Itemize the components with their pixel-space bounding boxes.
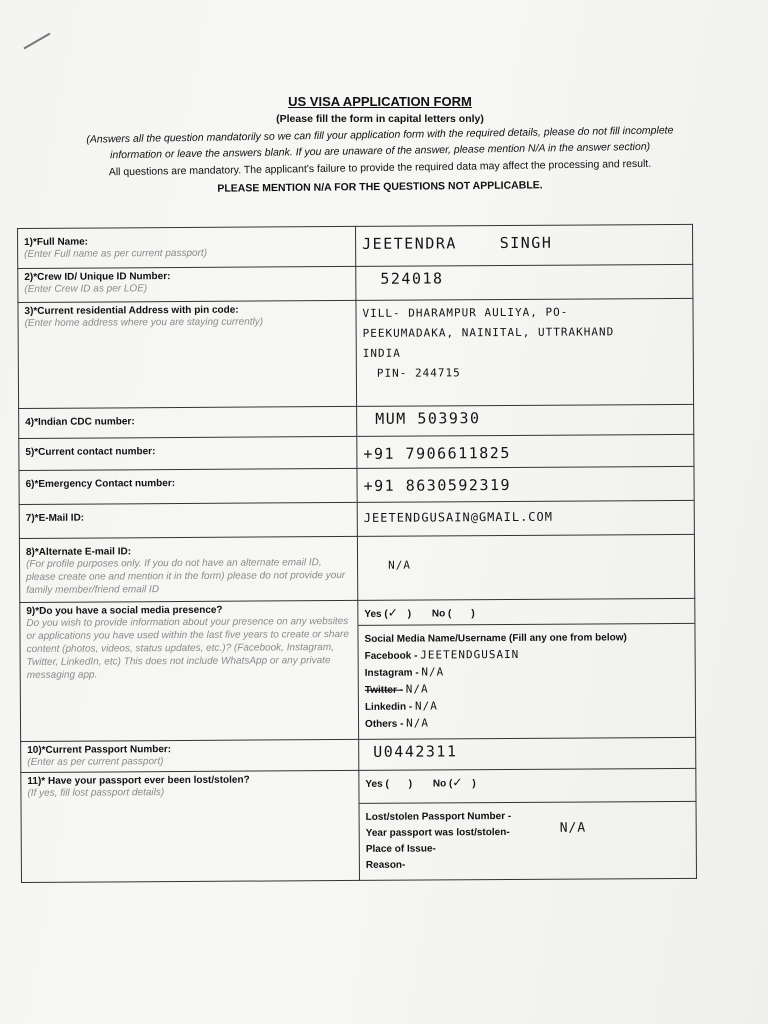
twitter-line[interactable] (365, 680, 689, 699)
question-cell (19, 502, 357, 538)
facebook-label: Facebook - (364, 650, 418, 662)
row-passport (21, 737, 696, 772)
question-label: 8)*Alternate E-mail ID: (25, 546, 132, 558)
answer-text: N/A (388, 558, 411, 572)
question-cell (20, 600, 359, 741)
answer-last-name: SINGH (499, 233, 553, 253)
question-label: 1)*Full Name: (24, 236, 89, 248)
social-detail-header: Social Media Name/Username (Fill any one from below) (364, 632, 627, 645)
row-address (18, 298, 694, 408)
question-cell (18, 300, 357, 408)
instagram-line[interactable] (365, 663, 689, 682)
question-hint: (Enter as per current passport) (27, 756, 164, 768)
yes-close: ) (408, 778, 413, 790)
answer-emergency[interactable] (357, 466, 694, 502)
no-close: ) (471, 608, 475, 620)
yes-label: Yes ( (365, 778, 389, 790)
no-option[interactable] (432, 775, 476, 790)
question-label: 9)*Do you have a social media presence? (26, 604, 223, 617)
question-cell (19, 406, 357, 438)
form-header (60, 90, 700, 193)
answer-text: +91 7906611825 (363, 443, 511, 463)
question-label: 4)*Indian CDC number: (25, 416, 135, 428)
answer-lost-passport (359, 768, 697, 880)
question-label: 10)*Current Passport Number: (27, 744, 172, 756)
answer-email[interactable] (357, 500, 694, 536)
row-contact (19, 434, 694, 470)
application-table (17, 224, 697, 883)
linkedin-line[interactable] (365, 697, 689, 716)
social-yes-no (358, 599, 694, 626)
answer-contact[interactable] (357, 434, 694, 468)
yes-option[interactable] (365, 779, 412, 790)
twitter-value: N/A (405, 682, 429, 696)
question-hint: (Enter Full name as per current passport) (24, 247, 208, 260)
instagram-value: N/A (421, 665, 445, 679)
answer-text: MUM 503930 (375, 409, 481, 428)
lost-place-label: Place of Issue- (365, 843, 436, 855)
answer-crew-id[interactable] (356, 264, 693, 300)
question-cell (18, 266, 356, 302)
question-cell (19, 536, 357, 602)
row-cdc (19, 404, 694, 438)
answer-alt-email[interactable] (357, 534, 694, 600)
no-close: ) (472, 778, 476, 790)
instruction-italic: (Answers all the question mandatorily so we can fill your application form with the required details, please do not fill incomplete information or leave the answers blank. If you are unaware of the answer, please mention N/A in the answer section) (86, 124, 674, 162)
lost-number-label: Lost/stolen Passport Number - (365, 810, 512, 823)
lost-reason-label: Reason- (365, 859, 406, 871)
form-subtitle: (Please fill the form in capital letters only) (276, 113, 484, 125)
question-label: 2)*Crew ID/ Unique ID Number: (24, 271, 171, 283)
instruction-plain: All questions are mandatory. The applicant's failure to provide the required data may affect the processing and result. (108, 157, 652, 179)
facebook-value: JEETENDGUSAIN (420, 647, 520, 662)
others-label: Others - (365, 718, 404, 730)
question-label: 6)*Emergency Contact number: (25, 478, 176, 490)
question-label: 11)* Have your passport ever been lost/stolen? (27, 774, 250, 787)
yes-label: Yes ( (364, 608, 388, 620)
address-line-3: INDIA (362, 346, 401, 360)
form-title: US VISA APPLICATION FORM (288, 94, 472, 109)
answer-first-name: JEETENDRA (362, 234, 457, 253)
row-lost-passport (21, 768, 697, 882)
na-notice: PLEASE MENTION N/A FOR THE QUESTIONS NOT APPLICABLE. (217, 179, 543, 195)
question-label: 5)*Current contact number: (25, 446, 156, 458)
lost-year-label: Year passport was lost/stolen- (365, 827, 510, 839)
answer-text: U0442311 (373, 742, 458, 761)
answer-passport[interactable] (359, 737, 696, 770)
yes-checkmark: ✓ (387, 605, 398, 620)
answer-full-name[interactable] (355, 224, 692, 266)
pen-mark (24, 33, 51, 50)
linkedin-label: Linkedin - (364, 701, 413, 713)
question-cell (21, 739, 359, 772)
question-hint: (If yes, fill lost passport details) (27, 787, 165, 799)
question-cell (18, 226, 356, 268)
linkedin-value: N/A (414, 699, 438, 713)
answer-text: 524018 (380, 269, 444, 288)
no-label: No ( (431, 608, 452, 620)
facebook-line[interactable] (365, 646, 689, 665)
row-emergency (19, 466, 694, 504)
address-line-2: PEEKUMADAKA, NAINITAL, UTTRAKHAND (362, 325, 615, 340)
yes-close: ) (407, 608, 412, 620)
answer-address[interactable] (356, 298, 694, 406)
address-line-4: PIN- 244715 (376, 366, 461, 380)
row-email (19, 500, 694, 538)
question-cell (19, 468, 357, 504)
address-line-1: VILL- DHARAMPUR AULIYA, PO- (362, 305, 569, 320)
others-value: N/A (406, 716, 430, 730)
twitter-label: Twitter - (364, 684, 404, 696)
answer-cdc[interactable] (357, 404, 694, 436)
lost-details (360, 802, 696, 880)
question-label: 3)*Current residential Address with pin code: (24, 304, 239, 317)
question-cell (19, 436, 357, 470)
no-checkmark: ✓ (452, 775, 463, 790)
no-option[interactable] (432, 608, 475, 619)
social-details (358, 624, 695, 739)
question-hint: (Enter home address where you are staying currently) (24, 316, 264, 329)
lost-yes-no (359, 769, 695, 804)
answer-social-media (358, 598, 696, 739)
yes-option[interactable] (364, 605, 412, 620)
instagram-label: Instagram - (364, 667, 419, 679)
question-hint: Do you wish to provide information about your presence on any websites or applications you have used within the last five years to create or share content (photos, videos, status updates, etc.)? (Facebook, Instagram, Twitter, LinkedIn, etc) This does not include WhatsApp or any private messaging app. (26, 615, 349, 681)
question-label: 7)*E-Mail ID: (25, 512, 85, 524)
no-label: No ( (432, 778, 453, 790)
others-line[interactable] (365, 714, 689, 733)
answer-text: JEETENDGUSAIN@GMAIL.COM (363, 509, 553, 525)
row-crew-id (18, 264, 693, 302)
question-hint: (Enter Crew ID as per LOE) (24, 283, 148, 295)
lost-answer[interactable]: N/A (559, 820, 587, 836)
row-full-name (18, 224, 693, 268)
question-cell (21, 770, 360, 882)
row-social-media (20, 598, 696, 741)
row-alt-email (19, 534, 694, 602)
question-hint: (For profile purposes only. If you do not have an alternate email ID, please create one and mention it in the form) please do not provide your family member/friend email ID (26, 557, 346, 596)
answer-text: +91 8630592319 (363, 475, 512, 495)
